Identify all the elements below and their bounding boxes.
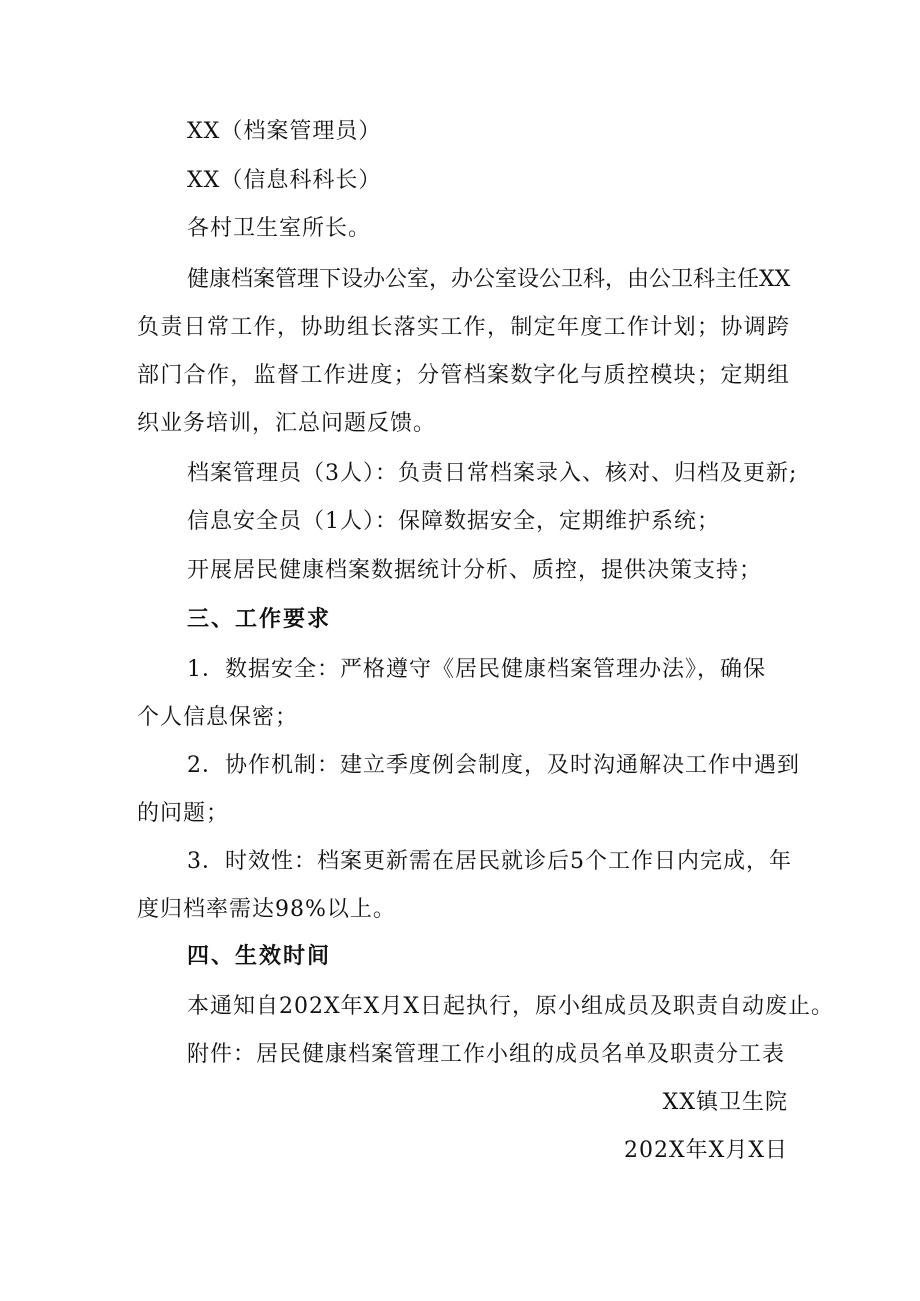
- requirement-2-line-2: 的问题；: [137, 801, 230, 826]
- role-archivist: 档案管理员（3人）：负责日常档案录入、核对、归档及更新;: [187, 461, 798, 486]
- office-paragraph-line-1: 健康档案管理下设办公室，办公室设公卫科，由公卫科主任XX: [187, 267, 791, 292]
- role-analysis: 开展居民健康档案数据统计分析、质控，提供决策支持；: [187, 558, 763, 583]
- section-heading-effective: 四、生效时间: [187, 944, 332, 969]
- role-security: 信息安全员（1人）：保障数据安全，定期维护系统；: [187, 509, 720, 534]
- section-heading-requirements: 三、工作要求: [187, 607, 332, 632]
- issuer-name: XX镇卫生院: [662, 1090, 788, 1115]
- issue-date: 202X年X月X日: [624, 1138, 788, 1163]
- requirement-1-line-1: 1．数据安全：严格遵守《居民健康档案管理办法》，确保: [187, 657, 766, 682]
- member-village-clinics: 各村卫生室所长。: [187, 216, 372, 241]
- effective-notice: 本通知自202X年X月X日起执行，原小组成员及职责自动废止。: [187, 994, 834, 1019]
- attachment-note: 附件：居民健康档案管理工作小组的成员名单及职责分工表: [187, 1042, 786, 1067]
- requirement-1-line-2: 个人信息保密；: [137, 705, 299, 730]
- requirement-3-line-2: 度归档率需达98%以上。: [137, 897, 396, 922]
- member-info-chief: XX（信息科科长）: [187, 168, 382, 193]
- office-paragraph-line-2: 负责日常工作，协助组长落实工作，制定年度工作计划；协调跨: [137, 315, 789, 340]
- requirement-2-line-1: 2．协作机制：建立季度例会制度，及时沟通解决工作中遇到: [187, 753, 800, 778]
- office-paragraph-line-3: 部门合作，监督工作进度；分管档案数字化与质控模块；定期组: [137, 363, 789, 388]
- requirement-3-line-1: 3．时效性：档案更新需在居民就诊后5个工作日内完成，年: [187, 849, 792, 874]
- office-paragraph-line-4: 织业务培训，汇总问题反馈。: [137, 411, 437, 436]
- member-archivist: XX（档案管理员）: [187, 119, 382, 144]
